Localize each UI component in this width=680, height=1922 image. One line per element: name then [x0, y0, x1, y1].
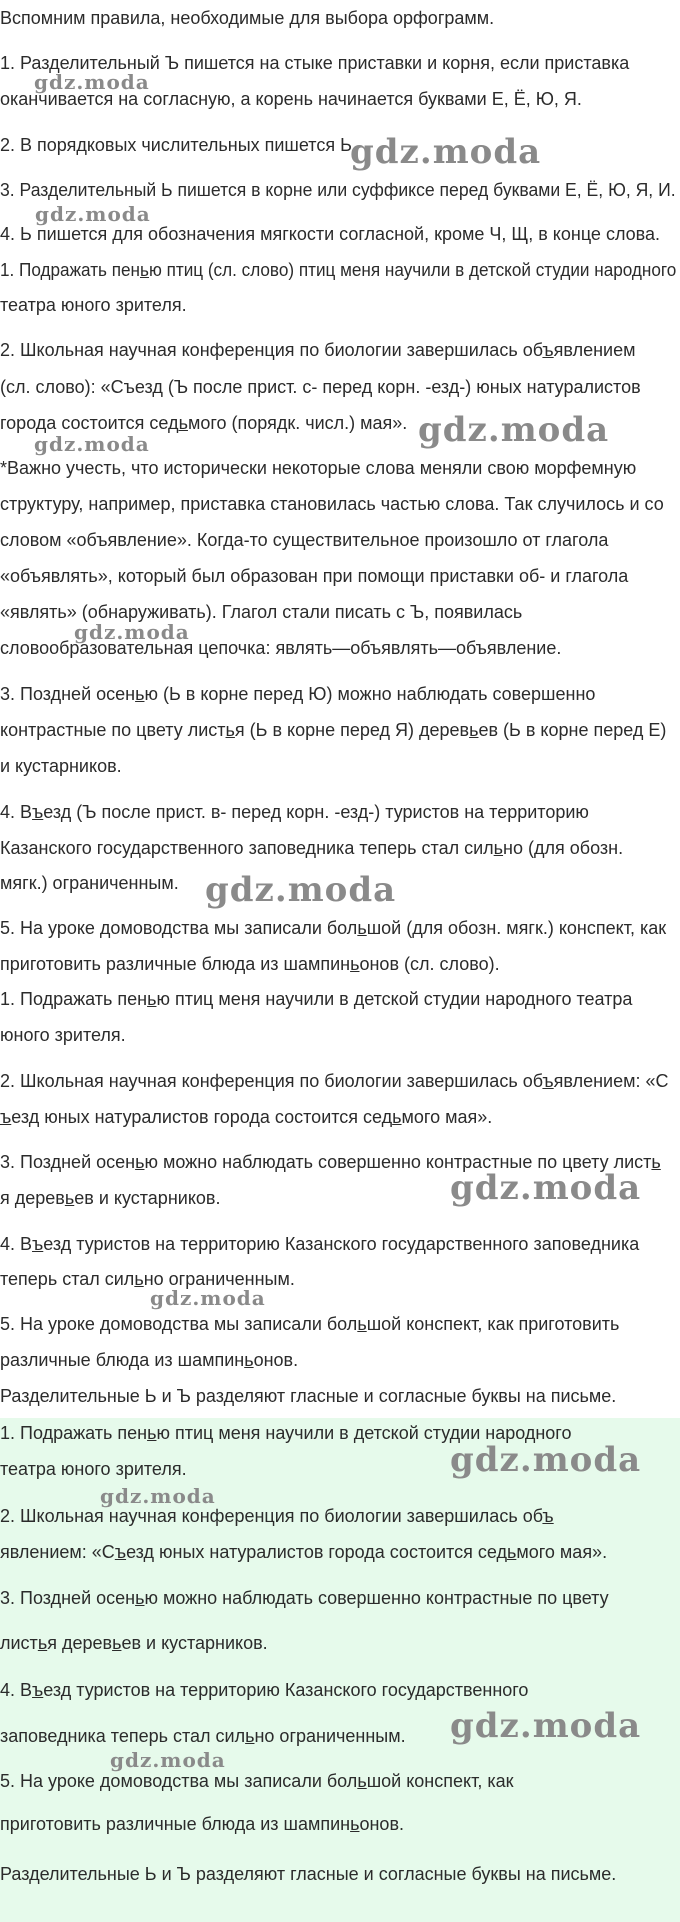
clean-sentence-2-line-2: ъезд юных натуралистов города состоится седьмого мая».: [0, 1107, 493, 1127]
watermark: gdz.moda: [450, 1706, 642, 1746]
analysis-sentence-1-line-1: 1. Подражать пенью птиц (сл. слово) птиц меня научили в детской студии народного: [0, 260, 677, 280]
analysis-sentence-2-line-2: (сл. слово): «Съезд (Ъ после прист. с- перед корн. -езд-) юных натуралистов: [0, 377, 641, 397]
answer-sentence-1-line-2: театра юного зрителя.: [0, 1459, 187, 1479]
clean-sentence-5-line-1: 5. На уроке домоводства мы записали большой конспект, как приготовить: [0, 1314, 620, 1334]
analysis-sentence-1-line-2: театра юного зрителя.: [0, 295, 187, 315]
clean-conclusion: Разделительные Ь и Ъ разделяют гласные и согласные буквы на письме.: [0, 1386, 617, 1406]
analysis-sentence-3-line-3: и кустарников.: [0, 756, 122, 776]
analysis-sentence-5-line-2: приготовить различные блюда из шампиньонов (сл. слово).: [0, 954, 500, 974]
note-line-6: словообразовательная цепочка: являть—объявлять—объявление.: [0, 638, 562, 658]
analysis-sentence-4-line-2: Казанского государственного заповедника теперь стал сильно (для обозн.: [0, 838, 624, 858]
watermark: gdz.moda: [35, 202, 151, 226]
rule-1-line-1: 1. Разделительный Ъ пишется на стыке приставки и корня, если приставка: [0, 53, 630, 73]
watermark: gdz.moda: [34, 70, 150, 94]
clean-sentence-3-line-1: 3. Поздней осенью можно наблюдать совершенно контрастные по цвету листь: [0, 1152, 661, 1172]
watermark: gdz.moda: [100, 1484, 216, 1508]
watermark: gdz.moda: [450, 1168, 642, 1208]
intro-text: Вспомним правила, необходимые для выбора орфограмм.: [0, 8, 495, 28]
rule-3: 3. Разделительный Ь пишется в корне или суффиксе перед буквами Е, Ё, Ю, Я, И.: [0, 180, 676, 200]
watermark: gdz.moda: [74, 620, 190, 644]
answer-sentence-5-line-2: приготовить различные блюда из шампиньонов.: [0, 1814, 405, 1834]
watermark: gdz.moda: [350, 132, 542, 172]
rule-1-line-2: оканчивается на согласную, а корень начинается буквами Е, Ё, Ю, Я.: [0, 89, 582, 109]
answer-sentence-2-line-2: явлением: «Съезд юных натуралистов города состоится седьмого мая».: [0, 1542, 608, 1562]
clean-sentence-1-line-1: 1. Подражать пенью птиц меня научили в детской студии народного театра: [0, 989, 633, 1009]
answer-sentence-4-line-1: 4. Въезд туристов на территорию Казанского государственного: [0, 1680, 529, 1700]
answer-sentence-4-line-2: заповедника теперь стал сильно ограниченным.: [0, 1726, 406, 1746]
analysis-sentence-4-line-1: 4. Въезд (Ъ после прист. в- перед корн. -езд-) туристов на территорию: [0, 802, 589, 822]
clean-sentence-5-line-2: различные блюда из шампиньонов.: [0, 1350, 299, 1370]
watermark: gdz.moda: [450, 1440, 642, 1480]
clean-sentence-3-line-2: я деревьев и кустарников.: [0, 1188, 221, 1208]
analysis-sentence-5-line-1: 5. На уроке домоводства мы записали большой (для обозн. мягк.) конспект, как: [0, 918, 667, 938]
watermark: gdz.moda: [34, 432, 150, 456]
watermark: gdz.moda: [205, 870, 397, 910]
answer-conclusion: Разделительные Ь и Ъ разделяют гласные и согласные буквы на письме.: [0, 1864, 617, 1884]
analysis-sentence-3-line-2: контрастные по цвету листья (Ь в корне перед Я) деревьев (Ь в корне перед Е): [0, 720, 667, 740]
clean-sentence-2-line-1: 2. Школьная научная конференция по биологии завершилась объявлением: «С: [0, 1071, 669, 1091]
watermark: gdz.moda: [150, 1286, 266, 1310]
watermark: gdz.moda: [110, 1748, 226, 1772]
watermark: gdz.moda: [418, 410, 610, 450]
clean-sentence-1-line-2: юного зрителя.: [0, 1025, 126, 1045]
note-line-5: «являть» (обнаруживать). Глагол стали писать с Ъ, появилась: [0, 602, 523, 622]
clean-sentence-4-line-2: теперь стал сильно ограниченным.: [0, 1269, 295, 1289]
rule-2: 2. В порядковых числительных пишется Ь.: [0, 135, 357, 155]
answer-sentence-2-line-1: 2. Школьная научная конференция по биологии завершилась объ: [0, 1506, 554, 1526]
answer-sentence-1-line-1: 1. Подражать пенью птиц меня научили в детской студии народного: [0, 1423, 572, 1443]
analysis-sentence-4-line-3: мягк.) ограниченным.: [0, 873, 179, 893]
note-line-2: структуру, например, приставка становилась частью слова. Так случилось и со: [0, 494, 664, 514]
answer-sentence-5-line-1: 5. На уроке домоводства мы записали большой конспект, как: [0, 1771, 514, 1791]
analysis-sentence-3-line-1: 3. Поздней осенью (Ь в корне перед Ю) можно наблюдать совершенно: [0, 684, 596, 704]
analysis-sentence-2-line-3: города состоится седьмого (порядк. числ.) мая».: [0, 413, 408, 433]
analysis-sentence-2-line-1: 2. Школьная научная конференция по биологии завершилась объявлением: [0, 340, 636, 360]
note-line-1: *Важно учесть, что исторически некоторые слова меняли свою морфемную: [0, 458, 637, 478]
answer-sentence-3-line-1: 3. Поздней осенью можно наблюдать совершенно контрастные по цвету: [0, 1588, 609, 1608]
answer-sentence-3-line-2: листья деревьев и кустарников.: [0, 1633, 268, 1653]
clean-sentence-4-line-1: 4. Въезд туристов на территорию Казанского государственного заповедника: [0, 1234, 640, 1254]
note-line-4: «объявлять», который был образован при помощи приставки об- и глагола: [0, 566, 629, 586]
rule-4: 4. Ь пишется для обозначения мягкости согласной, кроме Ч, Щ, в конце слова.: [0, 224, 661, 244]
note-line-3: словом «объявление». Когда-то существительное произошло от глагола: [0, 530, 609, 550]
